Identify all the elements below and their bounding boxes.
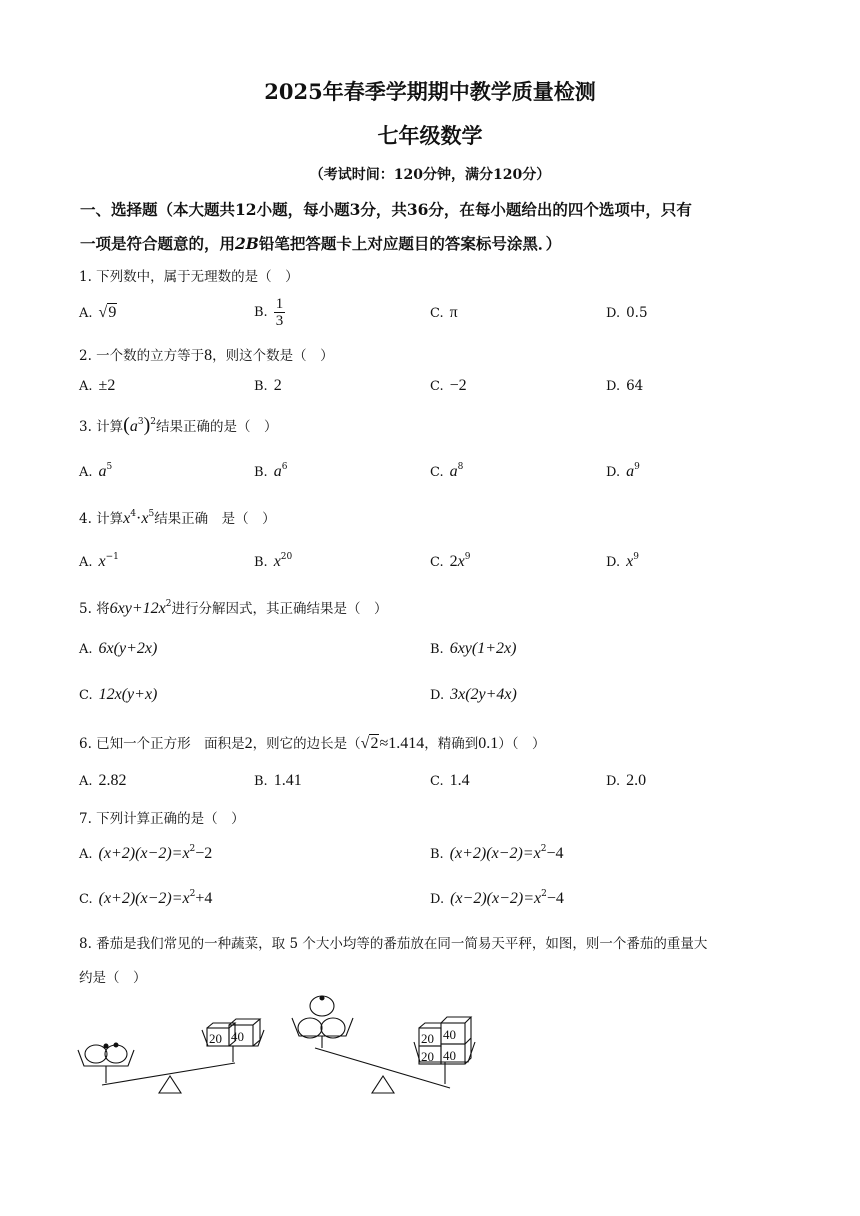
math-base: x	[98, 553, 106, 570]
math-exponent: 5	[106, 462, 113, 472]
option-value: 0.5	[626, 305, 648, 321]
fulcrum-icon	[372, 1076, 394, 1093]
math-coefficient: 2	[449, 553, 458, 570]
weight-block	[419, 1023, 441, 1046]
stem-text: ，则它的边长是（	[252, 736, 361, 752]
option-label: B.	[254, 774, 268, 789]
weight-label: 20	[209, 1031, 222, 1046]
q1-option-b	[254, 296, 285, 329]
option-label: C.	[430, 555, 444, 570]
stem-text: 2. 一个数的立方等于	[79, 348, 205, 364]
stem-text: ）（ ）	[498, 736, 546, 752]
stem-text: 5. 将	[79, 601, 110, 617]
tomato-icon	[321, 1018, 345, 1038]
q2-option-c	[430, 377, 467, 395]
balance-scale-left	[78, 1019, 264, 1093]
question-4-stem	[79, 507, 276, 528]
tomato-stem-icon	[114, 1043, 118, 1047]
math-base: a	[449, 463, 458, 480]
option-value: 6xy(1+2x)	[449, 640, 517, 657]
math-expression: −2	[195, 845, 213, 862]
q3-option-a	[79, 462, 112, 481]
q6-option-a	[79, 772, 127, 790]
weight-block	[441, 1017, 471, 1044]
option-label: A.	[79, 379, 93, 394]
approximation: ≈1.414	[379, 735, 425, 752]
tomato-icon	[105, 1045, 127, 1063]
option-label: C.	[430, 379, 444, 394]
stem-text: 结果正确 是（ ）	[154, 511, 276, 527]
question-5-stem	[79, 597, 388, 618]
option-value: 1.41	[273, 772, 302, 789]
q2-option-a	[79, 377, 115, 395]
stem-text: 6. 已知一个正方形 面积是	[79, 736, 245, 752]
stem-text: 进行分解因式，其正确结果是（ ）	[171, 601, 388, 617]
option-value: −2	[449, 377, 467, 394]
option-value: 1.4	[449, 772, 470, 789]
q7-option-c	[79, 889, 212, 908]
option-label: A.	[79, 465, 93, 480]
exam-title: 2025年春季学期期中教学质量检测	[264, 79, 596, 104]
q2-option-d	[606, 378, 643, 394]
q4-option-d	[606, 552, 639, 571]
q6-option-c	[430, 772, 470, 790]
option-label: D.	[606, 555, 621, 570]
q5-option-b	[430, 640, 516, 658]
tomato-stem-icon	[104, 1044, 108, 1048]
question-7-stem: 7. 下列计算正确的是（ ）	[79, 811, 245, 827]
math-exponent: 5	[148, 509, 155, 519]
q7-option-a	[79, 844, 212, 863]
math-base: x	[141, 510, 149, 527]
q7-option-d	[430, 889, 564, 908]
math-base: a	[129, 418, 138, 435]
option-label: A.	[79, 774, 93, 789]
option-label: D.	[606, 465, 621, 480]
section-heading-line1: 一、选择题（本大题共12小题，每小题3分，共36分，在每小题给出的四个选项中，只有	[80, 200, 692, 219]
option-value: 2	[273, 377, 282, 394]
option-label: B.	[254, 465, 268, 480]
option-value: 3x(2y+4x)	[450, 686, 517, 703]
tomato-stem-icon	[320, 996, 324, 1000]
radicand: 2	[370, 735, 379, 752]
option-label: C.	[430, 774, 444, 789]
option-label: B.	[254, 379, 268, 394]
math-base: a	[626, 463, 635, 480]
math-base: x	[457, 553, 465, 570]
q1-option-a: A. √9	[79, 304, 117, 321]
math-exponent: 6	[281, 462, 288, 472]
exam-info: （考试时间：120分钟，满分120分）	[309, 167, 551, 183]
tomato-icon	[298, 1018, 322, 1038]
math-operator: ·	[136, 510, 142, 527]
q4-option-a	[79, 552, 119, 571]
option-value: 2.82	[98, 772, 127, 789]
balance-scale-figure	[70, 990, 490, 1100]
q3-option-b	[254, 462, 287, 481]
q1-option-c	[430, 304, 458, 322]
math-exponent: 2	[189, 844, 196, 854]
radicand: 9	[108, 304, 117, 321]
q7-option-b	[430, 844, 563, 863]
math-expression: −4	[546, 890, 564, 907]
option-label: C.	[430, 465, 444, 480]
numerator: 1	[275, 296, 284, 312]
subject-title: 七年级数学	[377, 123, 483, 148]
question-8-stem-line1: 8. 番茄是我们常见的一种蔬菜，取 5 个大小均等的番茄放在同一简易天平秤，如图，则一个番茄的重量大	[79, 936, 708, 952]
weight-block	[419, 1046, 441, 1064]
q4-option-b	[254, 552, 292, 571]
option-label: A.	[79, 847, 93, 862]
math-exponent: 3	[137, 417, 144, 427]
option-label: D.	[430, 688, 445, 703]
balance-scale-right	[292, 996, 475, 1093]
denominator: 3	[275, 313, 284, 329]
math-base: x	[123, 510, 131, 527]
math-exponent: −1	[105, 552, 119, 562]
option-label: D.	[606, 774, 621, 789]
stem-number: 8	[204, 347, 213, 364]
math-exponent: 2	[541, 889, 547, 899]
math-exponent: 2	[189, 889, 196, 899]
precision: 0.1	[478, 735, 499, 752]
tomato-icon	[85, 1045, 107, 1063]
q4-option-c	[430, 552, 470, 571]
fraction	[274, 296, 286, 329]
math-expression: −4	[546, 845, 564, 862]
stem-text: ，精确到	[424, 736, 479, 752]
q3-option-c	[430, 462, 463, 481]
option-label: A.	[79, 555, 93, 570]
option-value: 2.0	[626, 772, 647, 789]
option-label: A.	[79, 642, 93, 657]
section-heading-text-a: 一项是符合题意的，用	[80, 234, 236, 253]
q1-option-d	[606, 305, 648, 321]
math-exponent: 9	[634, 462, 640, 472]
option-label: B.	[254, 555, 268, 570]
option-label: C.	[79, 892, 93, 907]
math-exponent: 9	[464, 552, 471, 562]
stem-number: 2	[244, 735, 253, 752]
option-label: A.	[79, 306, 93, 321]
question-2-stem	[79, 344, 334, 365]
option-label: B.	[254, 305, 268, 320]
option-label: D.	[606, 379, 621, 394]
option-label: C.	[430, 306, 444, 321]
stem-text: 4. 计算	[79, 511, 124, 527]
math-base: a	[273, 463, 282, 480]
math-exponent: 2	[165, 599, 172, 609]
option-value: π	[449, 304, 458, 321]
stem-text: 3. 计算	[79, 419, 124, 435]
math-expression: +4	[195, 890, 213, 907]
option-value: 6x(y+2x)	[98, 640, 158, 657]
math-exponent: 9	[633, 552, 639, 562]
section-heading-text-b: 铅笔把答题卡上对应题目的答案标号涂黑．）	[258, 234, 562, 253]
weight-label: 40	[231, 1029, 244, 1044]
option-label: B.	[430, 642, 444, 657]
question-8-stem-line2: 约是（ ）	[79, 970, 147, 986]
option-label: D.	[430, 892, 445, 907]
weight-label: 20	[421, 1031, 434, 1046]
weight-label: 20	[421, 1049, 434, 1064]
q5-option-a	[79, 640, 157, 658]
math-exponent: 8	[457, 462, 464, 472]
option-label: D.	[606, 306, 621, 321]
math-base: a	[98, 463, 107, 480]
q5-option-d	[430, 686, 517, 704]
fulcrum-icon	[159, 1076, 181, 1093]
math-base: x	[273, 553, 281, 570]
stem-text: ，则这个数是（ ）	[212, 348, 334, 364]
question-1-stem: 1. 下列数中，属于无理数的是（ ）	[79, 269, 299, 285]
q6-option-d	[606, 772, 646, 790]
weight-label: 40	[443, 1048, 456, 1063]
math-exponent: 2	[150, 417, 156, 427]
math-expression: (x+2)(x−2)=x	[449, 845, 541, 862]
stem-text: 结果正确的是（ ）	[155, 419, 278, 435]
math-expression: 6xy+12x	[109, 600, 166, 617]
option-value: 64	[626, 378, 644, 394]
pencil-grade: 2B	[235, 234, 259, 253]
option-value: ±2	[98, 377, 116, 394]
math-expression: (x−2)(x−2)=x	[450, 890, 542, 907]
math-exponent: 4	[130, 509, 137, 519]
question-6-stem: 6. 已知一个正方形 面积是2，则它的边长是（√2≈1.414，精确到0.1）（ ）	[79, 735, 546, 752]
q6-option-b	[254, 772, 302, 790]
q2-option-b	[254, 377, 282, 395]
q3-option-d	[606, 462, 640, 481]
option-label: C.	[79, 688, 93, 703]
option-label: B.	[430, 847, 444, 862]
question-3-stem: 3. 计算$(a^3)^2$结果正确的是（ ）	[79, 414, 278, 436]
weight-label: 40	[443, 1027, 456, 1042]
math-expression: (x+2)(x−2)=x	[98, 890, 190, 907]
section-heading-line2	[80, 232, 561, 254]
option-value: 12x(y+x)	[98, 686, 158, 703]
math-exponent: 20	[280, 552, 293, 562]
math-exponent: 2	[540, 844, 547, 854]
math-expression: (x+2)(x−2)=x	[98, 845, 190, 862]
q5-option-c	[79, 686, 157, 704]
math-base: x	[626, 553, 634, 570]
